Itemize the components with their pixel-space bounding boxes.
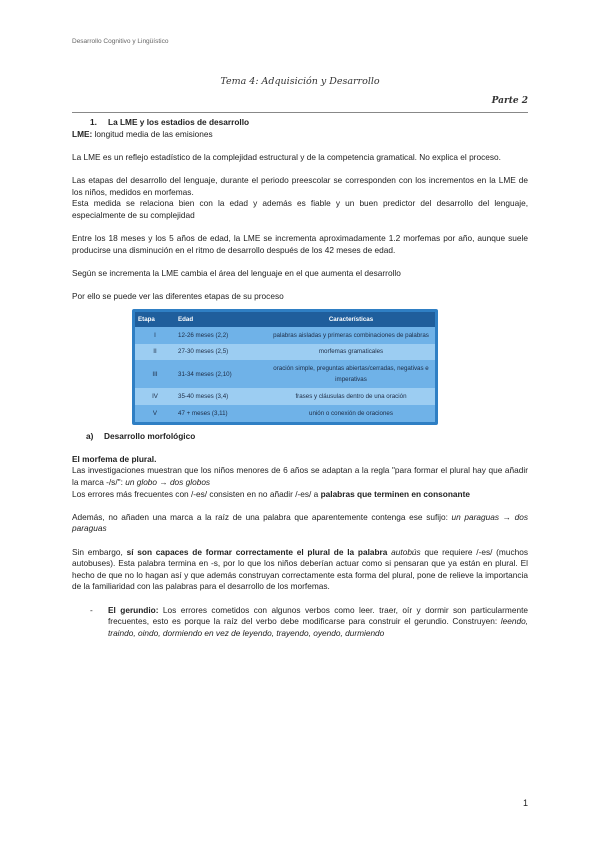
- page-number: 1: [522, 798, 528, 808]
- paragraph-plural-errors: Los errores más frecuentes con /-es/ consisten en no añadir /-es/ a palabras que terminen en consonante: [72, 488, 470, 499]
- paragraph-growth-rate: Entre los 18 meses y los 5 años de edad, la LME se incrementa aproximadamente 1.2 morfemas por año, aunque suele producirse una disminución en el ritmo de desarrollo después de los 42 meses de edad.: [72, 232, 528, 255]
- running-header: Desarrollo Cognitivo y Lingüístico: [72, 38, 169, 45]
- paragraph-measure: Esta medida se relaciona bien con la edad y además es fiable y un buen predictor del desarrollo del lenguaje, especialmente de su complejidad: [72, 198, 528, 220]
- part-label: Parte 2: [491, 96, 528, 106]
- table-header-caracteristicas: Características: [267, 312, 435, 328]
- paragraph-lme-reflection: La LME es un reflejo estadístico de la complejidad estructural y de la competencia gramatical. No explica el proceso.: [72, 151, 501, 162]
- paragraph-stages: Las etapas del desarrollo del lenguaje, durante el periodo preescolar se corresponden con los incrementos en la LME de los niños, medidos en morfemas.: [72, 174, 528, 197]
- table-row: IV 35-40 meses (3,4) frases y cláusulas dentro de una oración: [135, 388, 435, 405]
- document-body: [72, 117, 528, 639]
- document-title: Tema 4: Adquisición y Desarrollo: [220, 76, 380, 87]
- paragraph-table-intro: Por ello se puede ver las diferentes etapas de su proceso: [72, 290, 284, 301]
- section-heading-a: a) Desarrollo morfológico: [86, 430, 196, 441]
- stage-table: [135, 312, 435, 422]
- table-row: I 12-26 meses (2,2) palabras aisladas y primeras combinaciones de palabras: [135, 327, 435, 344]
- paragraph-area-change: Según se incrementa la LME cambia el área del lenguaje en el que aumenta el desarrollo: [72, 267, 401, 278]
- plural-heading: El morfema de plural.: [72, 453, 157, 464]
- paragraph-plural-rule: Las investigaciones muestran que los niños menores de 6 años se adaptan a la regla "para formar el plural hay que añadir la marca -/s/": un globo → dos globos: [72, 465, 528, 488]
- title-divider: [72, 112, 528, 113]
- stage-table-figure: [132, 309, 438, 425]
- table-row: V 47 + meses (3,11) unión o conexión de oraciones: [135, 405, 435, 422]
- section-heading-1: 1. La LME y los estadios de desarrollo: [90, 117, 250, 127]
- list-item-gerund: - El gerundio: Los errores cometidos con algunos verbos como leer. traer, oír y dormir son particularmente frecuentes, esto es porque la raíz del verbo debe modificarse para construir el gerundio. Construyen: leendo, traindo, oindo, dormiendo en vez de leyendo, trayendo, oyendo, durmiendo: [90, 604, 528, 638]
- table-header-edad: Edad: [175, 312, 267, 328]
- paragraph-plural-root: Además, no añaden una marca a la raíz de una palabra que aparentemente contenga ese sufijo: un paraguas → dos paraguas: [72, 511, 528, 534]
- table-header-etapa: Etapa: [135, 312, 175, 328]
- table-row: III 31-34 meses (2,10) oración simple, preguntas abiertas/cerradas, negativas e imperativas: [135, 360, 435, 388]
- table-row: II 27-30 meses (2,5) morfemas gramaticales: [135, 344, 435, 361]
- lme-definition: LME: longitud media de las emisiones: [72, 128, 213, 139]
- paragraph-plural-autobus: Sin embargo, sí son capaces de formar correctamente el plural de la palabra autobús que requiere /-es/ (muchos autobuses). Esta palabra termina en -s, por lo que los niños deberían actuar como si pensaran que ya están en plural. El hecho de que no lo hagan así y que además construyan correctamente esta forma del plural, pone de relieve la importancia de la familiaridad con las palabras para el desarrollo de los morfemas.: [72, 546, 528, 592]
